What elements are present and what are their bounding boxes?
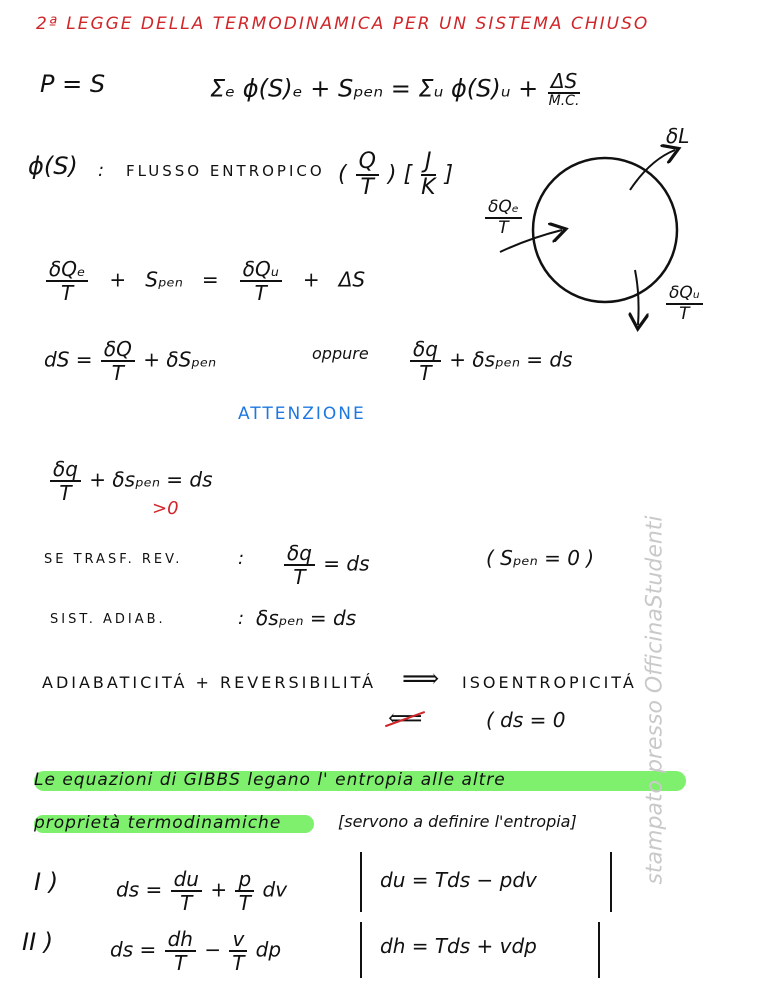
gibbs-aside: [servono a definire l'entropia] [338, 812, 577, 831]
watermark: stampato presso OfficinaStudenti [642, 515, 668, 885]
phi-symbol: ϕ(S) [28, 152, 78, 180]
rev-label: SE TRASF. REV. [44, 552, 183, 567]
eq1-b-num: δQᵤ [240, 258, 282, 282]
entropy-balance-heat [44, 258, 365, 304]
adiab-equation: δsₚₑₙ = ds [256, 606, 357, 630]
phi-description: FLUSSO ENTROPICO [126, 162, 325, 180]
crossed-reverse-arrow: ⟸ [388, 704, 423, 732]
heat-out-label [664, 284, 705, 323]
balance-fraction [548, 70, 580, 109]
heat-out-arrow [635, 270, 639, 325]
eqII-num2: v [229, 928, 247, 952]
eqI-den2: T [238, 891, 251, 915]
eq2-equals: = [75, 347, 93, 372]
eq1-spen: Sₚₑₙ [145, 267, 183, 292]
rev-equation [282, 542, 370, 588]
eqI-plus: + [210, 877, 228, 902]
entropy-balance [210, 70, 582, 109]
oppure-label: oppure [312, 344, 369, 363]
eq3-den: T [59, 481, 72, 505]
entropy-units: ( $\frac{Q}{T}$ ) [ $\frac{J}{K}$ ] [338, 149, 454, 201]
rev-num: δq [284, 542, 315, 566]
eq1-delta-s: ΔS [338, 267, 366, 292]
eq2-den2: T [419, 361, 432, 385]
eqI-tail: dv [262, 877, 288, 902]
eq1-plus2: + [302, 267, 320, 292]
eq2-num: δQ [101, 338, 135, 362]
balance-frac-num: ΔS [548, 70, 580, 94]
rev-colon: : [238, 548, 245, 569]
heat-in-num: δQₑ [485, 198, 522, 219]
positive-note: >0 [152, 498, 179, 519]
work-arrow [630, 150, 675, 190]
eq3-num: δq [50, 458, 81, 482]
adiab-colon: : [238, 608, 245, 629]
work-label: δL [666, 124, 690, 148]
balance-lhs: Σₑ ϕ(S)ₑ + Sₚₑₙ = Σᵤ ϕ(S)ᵤ + [210, 74, 539, 103]
adiab-label: SIST. ADIAB. [50, 612, 166, 627]
eqII-num1: dh [165, 928, 196, 952]
eq1-b-den: T [254, 281, 267, 305]
gibbs-line2: proprietà termodinamiche [34, 813, 282, 833]
eqII-den1: T [174, 951, 187, 975]
eqII-den2: T [232, 951, 245, 975]
eqII-tail: dp [255, 937, 282, 962]
differential-balance [44, 338, 216, 384]
eqI-num1: du [171, 868, 202, 892]
iso-condition: ( ds = 0 [486, 708, 566, 732]
heat-in-den: T [498, 217, 509, 238]
gibbs-eq1-roman: I ) [34, 868, 59, 896]
balance-frac-den: M.C. [548, 93, 580, 109]
units-q: Q [356, 150, 379, 176]
units-frac-qt [356, 150, 379, 200]
eq1-a-num: δQₑ [46, 258, 88, 282]
gibbs-line1: Le equazioni di GIBBS legano l' entropia alle altre [34, 770, 506, 790]
eq2-spen: + δSₚₑₙ [143, 347, 217, 372]
eq1-equals: = [201, 267, 219, 292]
rev-den: T [293, 565, 306, 589]
attention-label: ATTENZIONE [238, 404, 366, 424]
eq2-rest: + δsₚₑₙ = ds [449, 347, 573, 372]
rev-aside: ( Sₚₑₙ = 0 ) [486, 546, 595, 570]
line-p-equals-s: P = S [40, 70, 106, 98]
rev-rest: = ds [323, 551, 370, 576]
gibbs-eq2 [110, 928, 281, 974]
eqI-den1: T [180, 891, 193, 915]
gibbs-eq2-enthalpy: dh = Tds + vdp [380, 934, 537, 958]
eq1-a-den: T [61, 281, 74, 305]
system-circle [533, 158, 677, 302]
eq1-plus1: + [109, 267, 127, 292]
heat-out-num: δQᵤ [666, 284, 703, 305]
attention-equation [48, 458, 213, 504]
gibbs-eq2-roman: II ) [22, 928, 54, 956]
eqI-num2: p [235, 868, 254, 892]
iso-left: ADIABATICITÁ + REVERSIBILITÁ [42, 673, 377, 692]
heat-in-label [483, 198, 524, 237]
iso-right: ISOENTROPICITÁ [462, 673, 637, 692]
units-frac-jk [421, 150, 435, 200]
eqII-minus: − [204, 937, 222, 962]
phi-colon: : [98, 160, 105, 181]
implies-arrow: ⟹ [402, 664, 440, 694]
eqI-ds: ds = [116, 877, 163, 902]
heat-out-den: T [679, 303, 690, 324]
eq2-num2: δq [410, 338, 441, 362]
page-title: 2ª LEGGE DELLA TERMODINAMICA PER UN SISTEMA CHIUSO [36, 14, 650, 34]
eqII-ds: ds = [110, 937, 157, 962]
gibbs-eq1-energy: du = Tds − pdv [380, 868, 537, 892]
units-t: T [360, 175, 374, 201]
gibbs-eq1 [116, 868, 287, 914]
specific-balance [408, 338, 573, 384]
eq2-ds: dS [44, 347, 70, 372]
units-j: J [421, 150, 435, 176]
eq2-den: T [111, 361, 124, 385]
eq3-rest: + δsₚₑₙ = ds [89, 467, 213, 492]
units-k: K [421, 175, 436, 201]
